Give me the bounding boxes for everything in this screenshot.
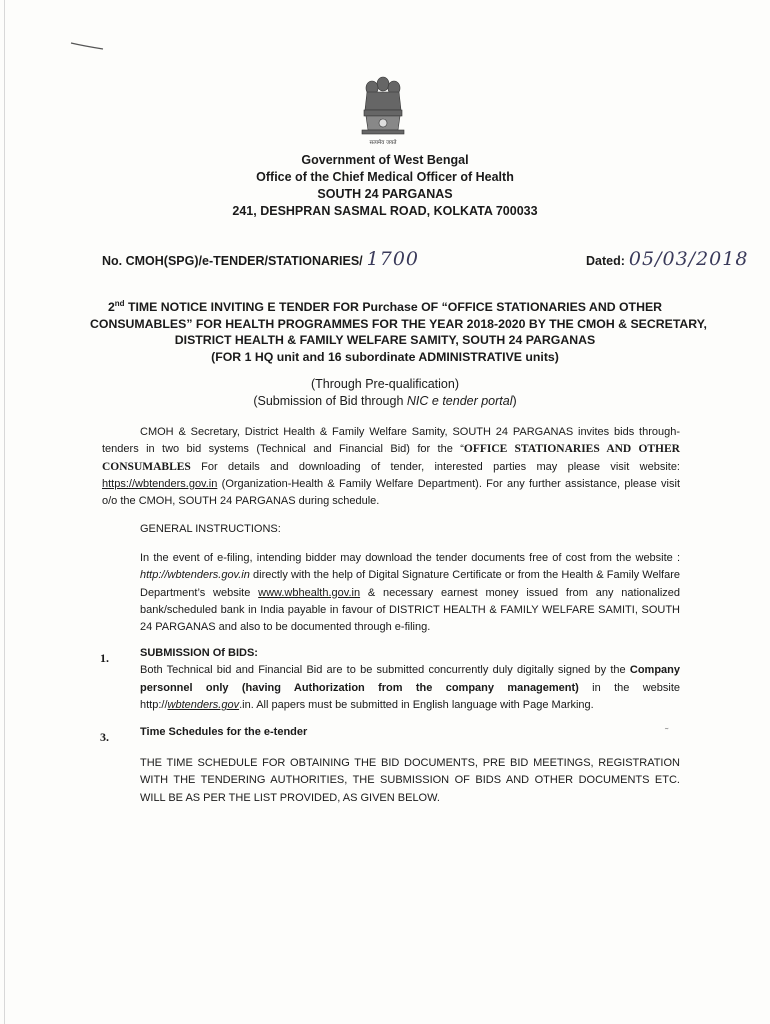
header-line-address: 241, DESHPRAN SASMAL ROAD, KOLKATA 700033 [232,204,538,218]
wbtenders-link-2[interactable]: http://wbtenders.gov.in [140,569,250,582]
margin-tick-mark: ˜ [665,727,669,738]
header-line-district: SOUTH 24 PARGANAS [317,187,453,201]
notice-subtitle [0,376,770,409]
header-line-office: Office of the Chief Medical Officer of Health [256,170,514,184]
section-3-body: THE TIME SCHEDULE FOR OBTAINING THE BID DOCUMENTS, PRE BID MEETINGS, REGISTRATION WITH THE TENDERING AUTHORITIES, THE SUBMISSION OF BIDS AND OTHER DOCUMENTS ETC. WILL BE AS PER THE LIST PROVIDED, AS GIVEN BELOW. [140,757,680,804]
section-3-number: 3. [100,730,109,744]
subtitle-line-2: (Submission of Bid through NIC e tender portal) [253,393,517,408]
wbtenders-link-3[interactable]: wbtenders.gov [167,698,240,711]
intro-paragraph: CMOH & Secretary, District Health & Family Welfare Samity, SOUTH 24 PARGANAS invites bids through-tenders in two bid systems (Technical and Financial Bid) for the “OFFICE STATIONARIES AND OTHER CONSUMABLES For details and downloading of tender, interested parties may please visit website: https://wbtenders.gov.in (Organization-Health & Family Welfare Department). For any further assistance, please visit o/o the CMOH, SOUTH 24 PARGANAS during schedule. [102,426,680,508]
general-instructions-paragraph: In the event of e-filing, intending bidder may download the tender documents free of cost from the website : http://wbtenders.gov.in directly with the help of Digital Signature Certificate or from the Health & Family Welfare Department’s website www.wbhealth.gov.in & necessary earnest money issued from any nationalized bank/scheduled bank in India payable in favour of DISTRICT HEALTH & FAMILY WELFARE SAMITI, SOUTH 24 PARGANAS and also to be documented through e-filing. [140,552,681,634]
section-1 [140,645,680,714]
memo-number-label: No. CMOH(SPG)/e-TENDER/STATIONARIES/ [102,254,363,268]
wbtenders-link[interactable]: https://wbtenders.gov.in [102,477,218,490]
section-1-number: 1. [100,651,109,665]
title-line-2: CONSUMABLES” FOR HEALTH PROGRAMMES FOR THE YEAR 2018-2020 BY THE CMOH & SECRETARY, [90,316,707,331]
office-header [0,152,770,220]
section-1-heading: SUBMISSION Of BIDS: [140,647,258,659]
memo-date-label: Dated: [586,254,625,268]
memo-number-handwritten: 1700 [366,248,420,270]
title-line-1: 2nd TIME NOTICE INVITING E TENDER FOR Purchase OF “OFFICE STATIONARIES AND OTHER [107,299,663,315]
section-1-body: Both Technical bid and Financial Bid are to be submitted concurrently duly digitally signed by the Company personnel only (having Authorization from the company management) in the website http://wbtenders.gov.in. All papers must be submitted in English language with Page Marking. [140,664,680,711]
title-line-3: DISTRICT HEALTH & FAMILY WELFARE SAMITY, SOUTH 24 PARGANAS [174,333,596,348]
subtitle-line-1: (Through Pre-qualification) [311,377,459,391]
national-emblem-icon [358,74,408,148]
memo-number [102,248,419,270]
svg-text:सत्यमेव जयते: सत्यमेव जयते [369,140,397,146]
section-3-heading: Time Schedules for the e-tender [140,726,308,738]
general-instructions-heading: GENERAL INSTRUCTIONS: [140,523,281,535]
memo-date [586,248,748,270]
header-line-government: Government of West Bengal [301,153,469,167]
wbhealth-link[interactable]: www.wbhealth.gov.in [258,586,361,599]
notice-title [90,296,707,365]
title-line-4: (FOR 1 HQ unit and 16 subordinate ADMINISTRATIVE units) [211,349,559,364]
memo-date-handwritten: 05/03/2018 [628,248,749,270]
pen-mark [70,40,104,50]
